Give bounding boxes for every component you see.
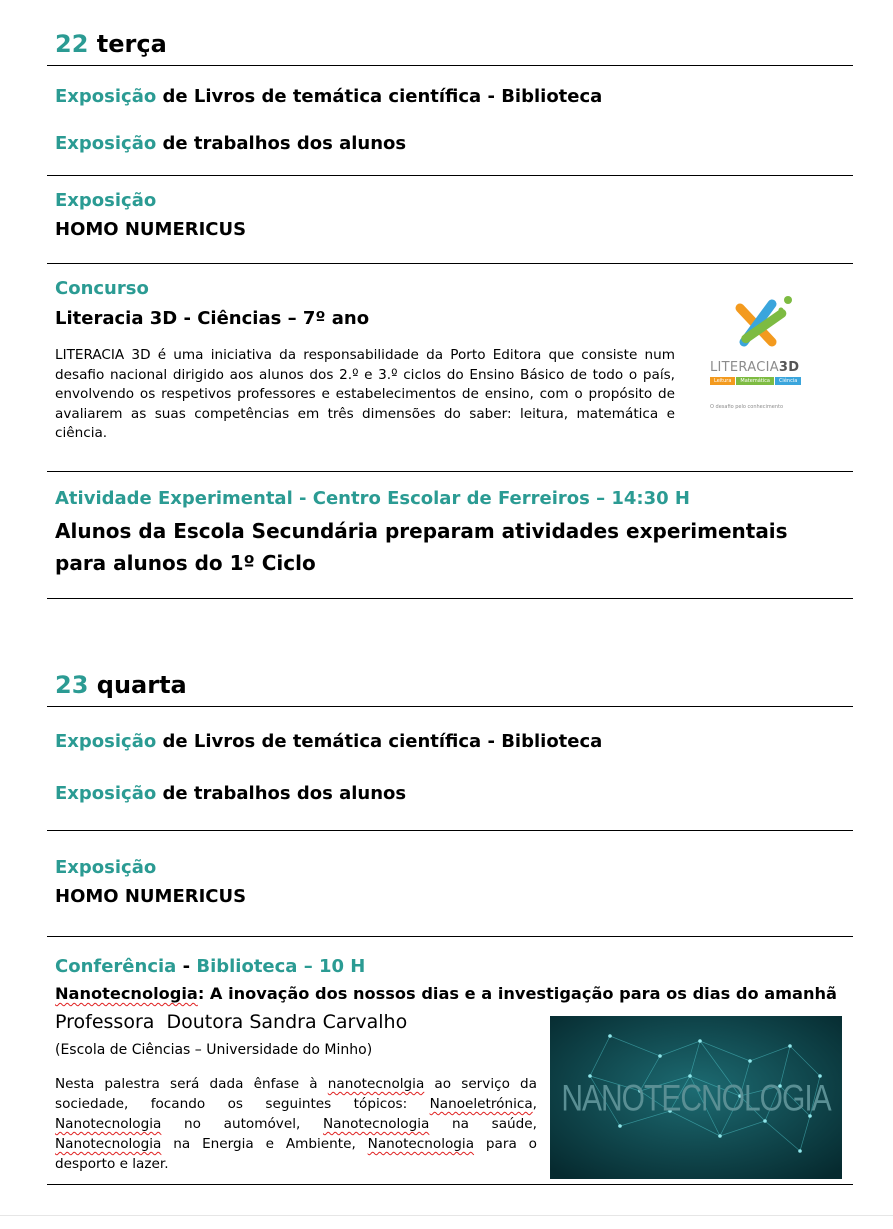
label: Exposição	[55, 783, 157, 804]
page-edge	[0, 1215, 893, 1216]
text-segment: para o desporto e lazer.	[55, 1136, 537, 1172]
text-segment: na Energia e Ambiente,	[161, 1136, 368, 1152]
text-segment: ao serviço da sociedade, focando os seguintes tópicos:	[55, 1076, 537, 1112]
misspelled-word: nanotecnolgia	[327, 1076, 425, 1092]
divider	[47, 263, 853, 264]
logo-wordmark	[710, 360, 799, 375]
contest-description: LITERACIA 3D é uma iniciativa da responsabilidade da Porto Editora que consiste num desafio nacional dirigido aos alunos dos 2.º e 3.º ciclos do Ensino Básico de todo o país, envolvendo os respetivos professores e estabelecimentos de ensino, com o propósito de avaliarem as suas competências em três dimensões do saber: leitura, matemática e ciência.	[55, 347, 675, 441]
title-keyword: Nanotecnologia	[55, 984, 198, 1003]
logo-word-a: LITERACIA	[710, 360, 779, 375]
conference-description	[55, 1074, 537, 1174]
misspelled-word: Nanotecnologia	[367, 1136, 475, 1152]
logo-tag: Leitura	[710, 377, 735, 385]
divider	[47, 1184, 853, 1185]
text-segment: no automóvel,	[161, 1116, 323, 1132]
logo-tag: Matemática	[736, 377, 774, 385]
text: de Livros de temática científica - Biblioteca	[162, 86, 603, 107]
text: de trabalhos dos alunos	[162, 783, 407, 804]
exhibition-label: Exposição	[55, 190, 157, 211]
text: de trabalhos dos alunos	[162, 133, 407, 154]
literacia3d-icon	[700, 290, 830, 420]
title-rest: : A inovação dos nossos dias e a investigação para os dias do amanhã	[197, 984, 837, 1003]
day-number: 22	[55, 30, 89, 58]
nanotechnology-image	[550, 1016, 842, 1179]
misspelled-word: Nanoeletrónica	[429, 1096, 533, 1112]
exhibition-title: HOMO NUMERICUS	[55, 219, 247, 240]
misspelled-word: Nanotecnologia	[55, 1136, 162, 1152]
exhibition-works	[55, 133, 406, 154]
text-segment: ,	[532, 1096, 537, 1112]
speaker-name: Professora Doutora Sandra Carvalho	[55, 1011, 408, 1033]
exhibition-label: Exposição	[55, 857, 157, 878]
weekday: terça	[96, 30, 167, 58]
conference-title	[55, 984, 837, 1003]
logo-slogan: O desafio pelo conhecimento	[710, 404, 784, 410]
divider	[47, 936, 853, 937]
day-number: 23	[55, 671, 89, 699]
day-22-heading	[55, 30, 167, 58]
exhibition-books	[55, 86, 602, 107]
activity-heading: Atividade Experimental - Centro Escolar de Ferreiros – 14:30 H	[55, 488, 690, 509]
contest-label: Concurso	[55, 278, 149, 299]
label: Exposição	[55, 731, 157, 752]
divider	[47, 65, 853, 66]
text-segment: Nesta palestra será dada ênfase à	[55, 1076, 328, 1092]
speaker-affiliation: (Escola de Ciências – Universidade do Minho)	[55, 1042, 373, 1058]
text: de Livros de temática científica - Biblioteca	[162, 731, 603, 752]
logo-tags	[710, 377, 801, 385]
separator: -	[176, 956, 197, 977]
exhibition-books	[55, 731, 602, 752]
literacia3d-logo	[700, 290, 830, 420]
weekday: quarta	[96, 671, 187, 699]
logo-tag: Ciência	[775, 377, 801, 385]
text-segment: na saúde,	[429, 1116, 537, 1132]
label: Exposição	[55, 133, 157, 154]
day-23-heading	[55, 671, 187, 699]
divider	[47, 830, 853, 831]
conference-label: Conferência	[55, 956, 177, 977]
logo-word-b: 3D	[778, 360, 800, 375]
divider	[47, 175, 853, 176]
conference-heading	[55, 956, 365, 977]
activity-text: Alunos da Escola Secundária preparam atividades experimentais para alunos do 1º Ciclo	[55, 519, 788, 575]
image-caption: NANOTECNOLOGIA	[561, 1077, 831, 1119]
exhibition-works	[55, 783, 406, 804]
divider	[47, 471, 853, 472]
divider	[47, 598, 853, 599]
misspelled-word: Nanotecnologia	[55, 1116, 162, 1132]
divider	[47, 706, 853, 707]
contest-title: Literacia 3D - Ciências – 7º ano	[55, 308, 370, 329]
misspelled-word: Nanotecnologia	[322, 1116, 430, 1132]
conference-place: Biblioteca – 10 H	[196, 956, 366, 977]
exhibition-title: HOMO NUMERICUS	[55, 886, 247, 907]
label: Exposição	[55, 86, 157, 107]
